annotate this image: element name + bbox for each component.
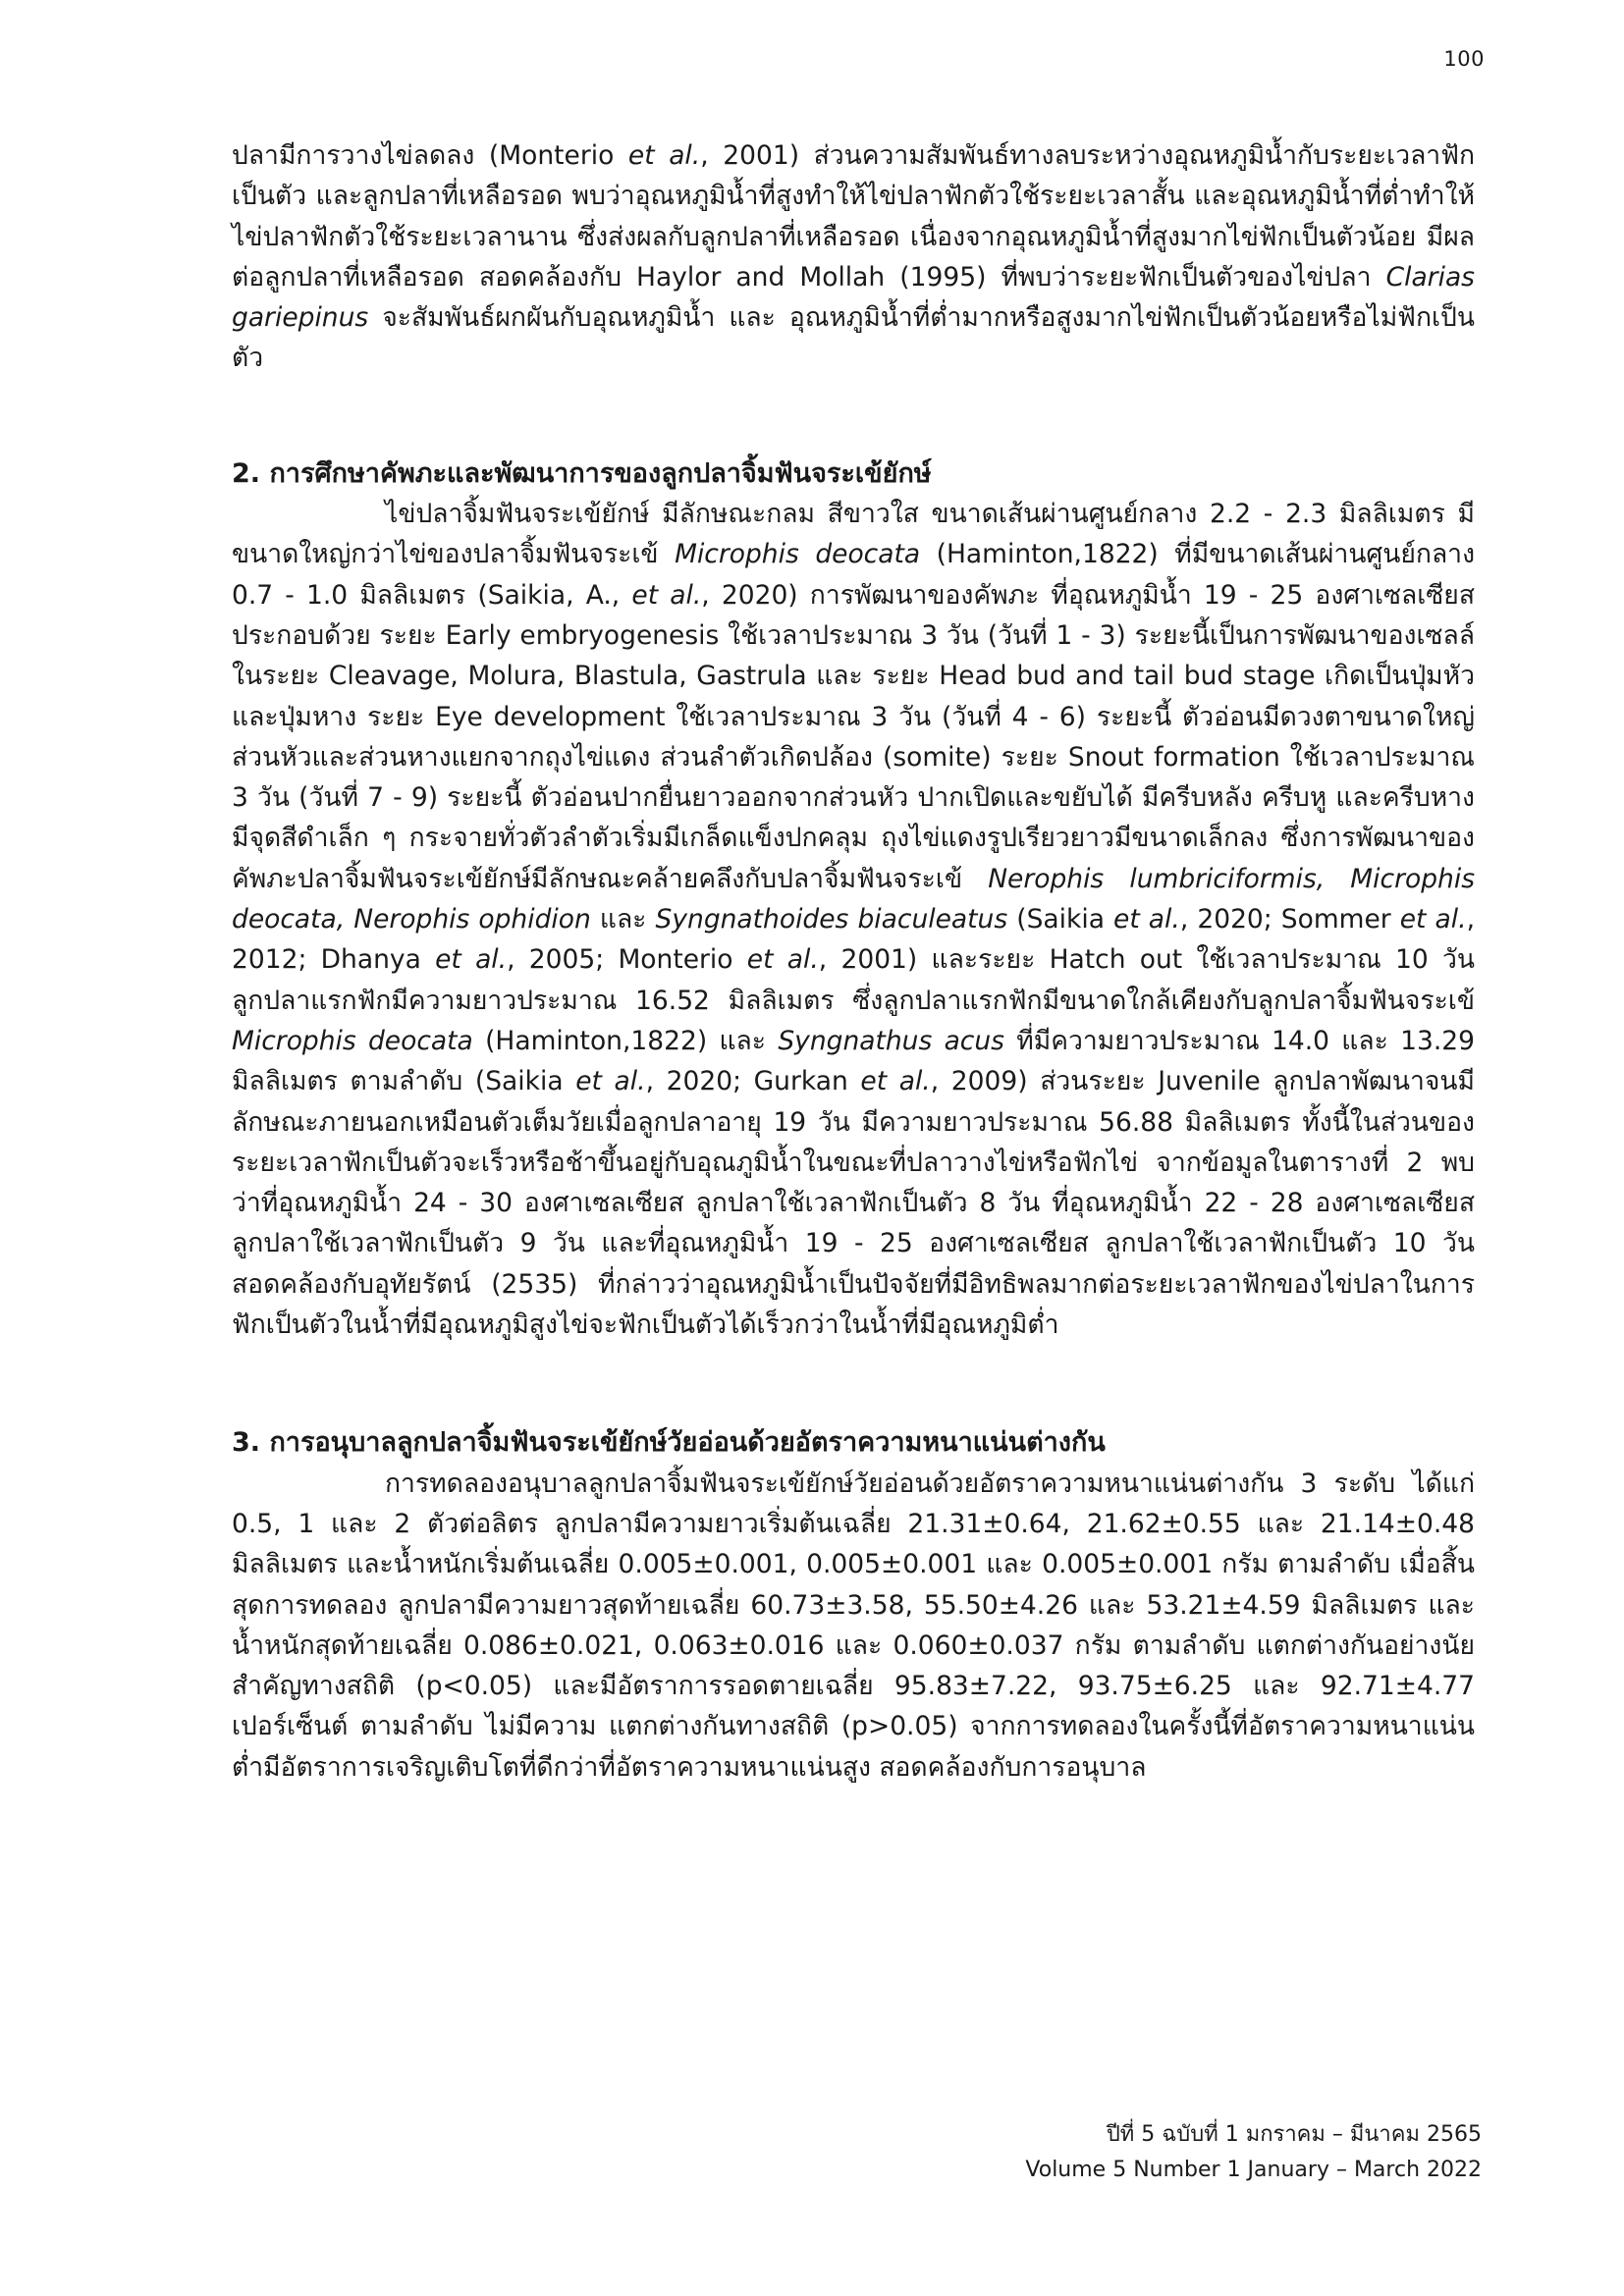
italic-term: et al. [435,944,508,976]
italic-term: Clarias gariepinus [232,261,1475,334]
section-2-paragraph: ไข่ปลาจิ้มฟันจระเข้ยักษ์ มีลักษณะกลม สีขาวใส ขนาดเส้นผ่านศูนย์กลาง 2.2 - 2.3 มิลลิเมตร มีขนาดใหญ่กว่าไข่ของปลาจิ้มฟันจระเข้ Microphis deocata (Haminton,1822) ที่มีขนาดเส้นผ่านศูนย์กลาง 0.7 - 1.0 มิลลิเมตร (Saikia, A., et al., 2020) การพัฒนาของคัพภะ ที่อุณหภูมิน้ำ 19 - 25 องศาเซลเซียส ประกอบด้วย ระยะ Early embryogenesis ใช้เวลาประมาณ 3 วัน (วันที่ 1 - 3) ระยะนี้เป็นการพัฒนาของเซลล์ในระยะ Cleavage, Molura, Blastula, Gastrula และ ระยะ Head bud and tail bud stage เกิดเป็นปุ่มหัวและปุ่มหาง ระยะ Eye development ใช้เวลาประมาณ 3 วัน (วันที่ 4 - 6) ระยะนี้ ตัวอ่อนมีดวงตาขนาดใหญ่ ส่วนหัวและส่วนหางแยกจากถุงไข่แดง ส่วนลำตัวเกิดปล้อง (somite) ระยะ Snout formation ใช้เวลาประมาณ 3 วัน (วันที่ 7 - 9) ระยะนี้ ตัวอ่อนปากยื่นยาวออกจากส่วนหัว ปากเปิดและขยับได้ มีครีบหลัง ครีบหู และครีบหาง มีจุดสีดำเล็ก ๆ กระจายทั่วตัวลำตัวเริ่มมีเกล็ดแข็งปกคลุม ถุงไข่แดงรูปเรียวยาวมีขนาดเล็กลง ซึ่งการพัฒนาของคัพภะปลาจิ้มฟันจระเข้ยักษ์มีลักษณะคล้ายคลึงกับปลาจิ้มฟันจระเข้ Nerophis lumbriciformis, Microphis deocata, Nerophis ophidion และ Syngnathoides biaculeatus (Saikia et al., 2020; Sommer et al., 2012; Dhanya et al., 2005; Monterio et al., 2001) และระยะ Hatch out ใช้เวลาประมาณ 10 วัน ลูกปลาแรกฟักมีความยาวประมาณ 16.52 มิลลิเมตร ซึ่งลูกปลาแรกฟักมีขนาดใกล้เคียงกับลูกปลาจิ้มฟันจระเข้ Microphis deocata (Haminton,1822) และ Syngnathus acus ที่มีความยาวประมาณ 14.0 และ 13.29 มิลลิเมตร ตามลำดับ (Saikia et al., 2020; Gurkan et al., 2009) ส่วนระยะ Juvenile ลูกปลาพัฒนาจนมีลักษณะภายนอกเหมือนตัวเต็มวัยเมื่อลูกปลาอายุ 19 วัน มีความยาวประมาณ 56.88 มิลลิเมตร ทั้งนี้ในส่วนของระยะเวลาฟักเป็นตัวจะเร็วหรือช้าขึ้นอยู่กับอุณภูมิน้ำในขณะที่ปลาวางไข่หรือฟักไข่ จากข้อมูลในตารางที่ 2 พบว่าที่อุณหภูมิน้ำ 24 - 30 องศาเซลเซียส ลูกปลาใช้เวลาฟักเป็นตัว 8 วัน ที่อุณหภูมิน้ำ 22 - 28 องศาเซลเซียส ลูกปลาใช้เวลาฟักเป็นตัว 9 วัน และที่อุณหภูมิน้ำ 19 - 25 องศาเซลเซียส ลูกปลาใช้เวลาฟักเป็นตัว 10 วัน สอดคล้องกับอุทัยรัตน์ (2535) ที่กล่าวว่าอุณหภูมิน้ำเป็นปัจจัยที่มีอิทธิพลมากต่อระยะเวลาฟักของไข่ปลาในการฟักเป็นตัวในน้ำที่มีอุณหภูมิสูงไข่จะฟักเป็นตัวได้เร็วกว่าในน้ำที่มีอุณหภูมิต่ำ [232,499,1476,1341]
section-2-heading: 2. การศึกษาคัพภะและพัฒนาการของลูกปลาจิ้มฟันจระเข้ยักษ์ [232,457,932,489]
italic-term: Nerophis lumbriciformis, Microphis deocata, Nerophis ophidion [232,863,1476,935]
italic-term: et al. [860,1066,931,1097]
section-3-heading: 3. การอนุบาลลูกปลาจิ้มฟันจระเข้ยักษ์วัยอ่อนด้วยอัตราความหนาแน่นต่างกัน [232,1427,1106,1459]
italic-term: et al. [627,140,701,171]
italic-term: et al. [575,1066,646,1097]
article-body [232,135,1475,1788]
italic-term: et al. [1399,904,1467,935]
footer-thai-issue: ปีที่ 5 ฉบับที่ 1 มกราคม – มีนาคม 2565 [1106,2122,1482,2147]
footer-english-issue: Volume 5 Number 1 January – March 2022 [1025,2158,1482,2182]
italic-term: Microphis deocata [675,539,921,570]
italic-term: Syngnathoides biaculeatus [655,904,1008,935]
italic-term: et al. [1113,904,1180,935]
italic-term: et al. [631,579,702,611]
section-3-paragraph: การทดลองอนุบาลลูกปลาจิ้มฟันจระเข้ยักษ์วัยอ่อนด้วยอัตราความหนาแน่นต่างกัน 3 ระดับ ได้แก่ 0.5, 1 และ 2 ตัวต่อลิตร ลูกปลามีความยาวเริ่มต้นเฉลี่ย 21.31±0.64, 21.62±0.55 และ 21.14±0.48 มิลลิเมตร และน้ำหนักเริ่มต้นเฉลี่ย 0.005±0.001, 0.005±0.001 และ 0.005±0.001 กรัม ตามลำดับ เมื่อสิ้นสุดการทดลอง ลูกปลามีความยาวสุดท้ายเฉลี่ย 60.73±3.58, 55.50±4.26 และ 53.21±4.59 มิลลิเมตร และน้ำหนักสุดท้ายเฉลี่ย 0.086±0.021, 0.063±0.016 และ 0.060±0.037 กรัม ตามลำดับ แตกต่างกันอย่างนัยสำคัญทางสถิติ (p<0.05) และมีอัตราการรอดตายเฉลี่ย 95.83±7.22, 93.75±6.25 และ 92.71±4.77 เปอร์เซ็นต์ ตามลำดับ ไม่มีความ แตกต่างกันทางสถิติ (p>0.05) จากการทดลองในครั้งนี้ที่อัตราความหนาแน่นต่ำมีอัตราการเจริญเติบโตที่ดีกว่าที่อัตราความหนาแน่นสูง สอดคล้องกับการอนุบาล [232,1468,1475,1783]
italic-term: Microphis deocata [232,1025,473,1056]
page-number: 100 [1443,47,1485,71]
intro-paragraph: ปลามีการวางไข่ลดลง (Monterio et al., 2001) ส่วนความสัมพันธ์ทางลบระหว่างอุณหภูมิน้ำกับระยะเวลาฟักเป็นตัว และลูกปลาที่เหลือรอด พบว่าอุณหภูมิน้ำที่สูงทำให้ไข่ปลาฟักตัวใช้ระยะเวลาสั้น และอุณหภูมิน้ำที่ต่ำทำให้ไข่ปลาฟักตัวใช้ระยะเวลานาน ซึ่งส่งผลกับลูกปลาที่เหลือรอด เนื่องจากอุณหภูมิน้ำที่สูงมากไข่ฟักเป็นตัวน้อย มีผลต่อลูกปลาที่เหลือรอด สอดคล้องกับ Haylor and Mollah (1995) ที่พบว่าระยะฟักเป็นตัวของไข่ปลา Clarias gariepinus จะสัมพันธ์ผกผันกับอุณหภูมิน้ำ และ อุณหภูมิน้ำที่ต่ำมากหรือสูงมากไข่ฟักเป็นตัวน้อยหรือไม่ฟักเป็นตัว [232,140,1475,374]
journal-footer [1025,2117,1482,2188]
italic-term: et al. [746,944,819,976]
italic-term: Syngnathus acus [778,1025,1004,1056]
